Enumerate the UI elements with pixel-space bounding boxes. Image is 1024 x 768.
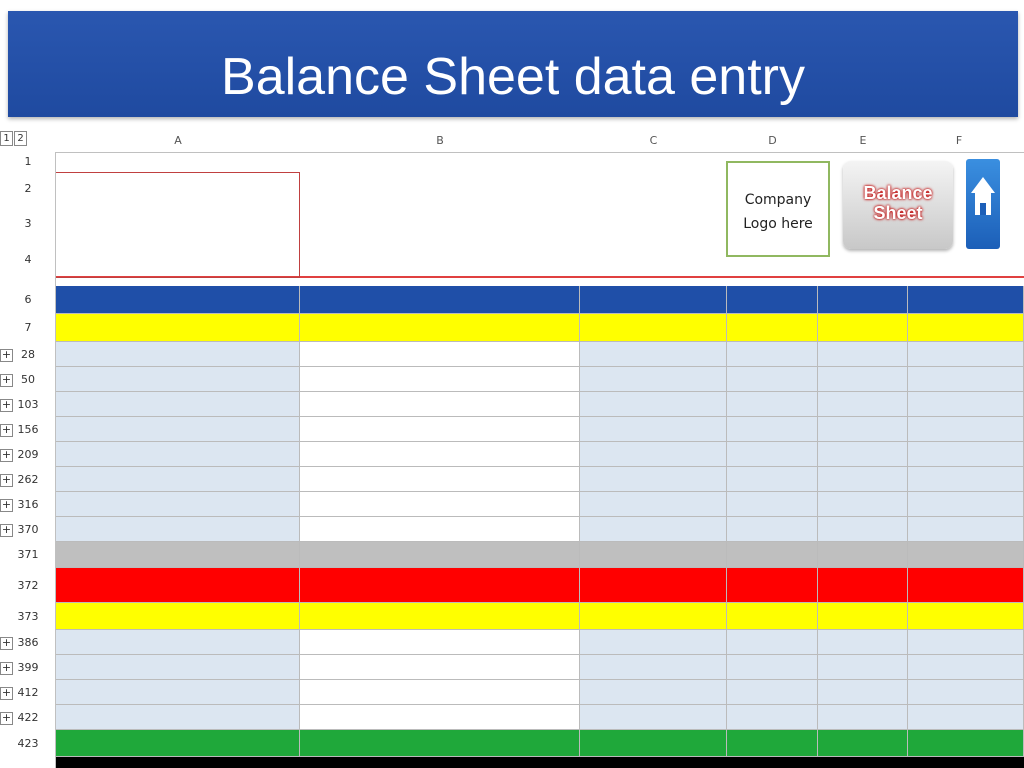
row-header-103[interactable]: 103 — [17, 398, 39, 411]
cell-prior[interactable] — [908, 542, 1024, 568]
cell-sub — [580, 417, 727, 442]
cell-prior[interactable] — [908, 467, 1024, 492]
cell-prior[interactable] — [908, 630, 1024, 655]
expand-row-button[interactable]: + — [1, 711, 12, 724]
cell-english-label — [300, 492, 580, 517]
cell-arabic-label — [56, 286, 300, 314]
cell-english-label — [300, 286, 580, 314]
cell-sub — [580, 603, 727, 630]
row-header-399[interactable]: 399 — [17, 661, 39, 674]
cell-english-label — [300, 568, 580, 603]
cell-actual[interactable] — [818, 367, 908, 392]
cell-arabic-label — [56, 730, 300, 757]
cell-prior[interactable] — [908, 603, 1024, 630]
cell-actual[interactable] — [818, 705, 908, 730]
expand-row-button[interactable]: + — [1, 498, 12, 511]
row-header-4[interactable]: 4 — [24, 253, 32, 266]
cell-prior[interactable] — [908, 568, 1024, 603]
cell-actual[interactable] — [818, 342, 908, 367]
row-header-209[interactable]: 209 — [17, 448, 39, 461]
cell-budget[interactable] — [727, 705, 818, 730]
row-header-386[interactable]: 386 — [17, 636, 39, 649]
header-block-box — [56, 172, 300, 278]
cell-prior[interactable] — [908, 367, 1024, 392]
cell-sub — [580, 655, 727, 680]
cell-actual[interactable] — [818, 542, 908, 568]
row-header-28[interactable]: 28 — [21, 348, 35, 361]
cell-budget[interactable] — [727, 730, 818, 757]
cell-prior[interactable] — [908, 442, 1024, 467]
cell-arabic-label — [56, 417, 300, 442]
cell-prior[interactable] — [908, 705, 1024, 730]
cell-arabic-label — [56, 517, 300, 542]
cell-prior[interactable] — [908, 392, 1024, 417]
expand-row-button[interactable]: + — [1, 348, 12, 361]
cell-arabic-label — [56, 630, 300, 655]
cell-prior[interactable] — [908, 492, 1024, 517]
cell-english-label — [300, 392, 580, 417]
row-header-1[interactable]: 1 — [24, 155, 32, 168]
cell-actual[interactable] — [818, 492, 908, 517]
cell-arabic-label — [56, 342, 300, 367]
cell-arabic-label — [56, 492, 300, 517]
cell-sub — [580, 367, 727, 392]
row-header-370[interactable]: 370 — [17, 523, 39, 536]
row-header-372[interactable]: 372 — [17, 579, 39, 592]
column-header-a[interactable]: A — [174, 134, 182, 147]
cell-english-label — [300, 417, 580, 442]
cell-budget[interactable] — [727, 517, 818, 542]
cell-english-label — [300, 630, 580, 655]
cell-sub — [580, 392, 727, 417]
cell-arabic-label — [56, 392, 300, 417]
cell-actual[interactable] — [818, 655, 908, 680]
cell-english-label — [300, 542, 580, 568]
cell-budget[interactable] — [727, 542, 818, 568]
row-header-316[interactable]: 316 — [17, 498, 39, 511]
row-header-262[interactable]: 262 — [17, 473, 39, 486]
cell-arabic-label — [56, 442, 300, 467]
expand-row-button[interactable]: + — [1, 373, 12, 386]
cell-sub — [580, 342, 727, 367]
cell-actual[interactable] — [818, 392, 908, 417]
cell-budget[interactable] — [727, 417, 818, 442]
expand-row-button[interactable]: + — [1, 473, 12, 486]
cell-prior[interactable] — [908, 314, 1024, 342]
cell-sub — [580, 730, 727, 757]
cell-english-label — [300, 680, 580, 705]
cell-budget[interactable] — [727, 467, 818, 492]
cell-actual[interactable] — [818, 568, 908, 603]
cell-actual[interactable] — [818, 680, 908, 705]
column-header-c[interactable]: C — [649, 134, 658, 147]
cell-english-label — [300, 342, 580, 367]
column-header-f[interactable]: F — [955, 134, 963, 147]
expand-row-button[interactable]: + — [1, 448, 12, 461]
expand-row-button[interactable]: + — [1, 686, 12, 699]
cell-sub — [580, 467, 727, 492]
cell-actual[interactable] — [818, 730, 908, 757]
cell-prior[interactable] — [908, 655, 1024, 680]
cell-arabic-label — [56, 655, 300, 680]
cell-arabic-label — [56, 467, 300, 492]
cell-budget[interactable] — [727, 655, 818, 680]
cell-arabic-label — [56, 603, 300, 630]
row-header-2[interactable]: 2 — [24, 182, 32, 195]
cell-budget[interactable] — [727, 314, 818, 342]
row-header-7[interactable]: 7 — [24, 321, 32, 334]
cell-arabic-label — [56, 680, 300, 705]
cell-english-label — [300, 705, 580, 730]
cell-budget[interactable] — [727, 680, 818, 705]
expand-row-button[interactable]: + — [1, 523, 12, 536]
cell-arabic-label — [56, 568, 300, 603]
column-header-b[interactable]: B — [436, 134, 444, 147]
cell-budget[interactable] — [727, 442, 818, 467]
slide-title-banner — [8, 11, 1018, 117]
column-header-e[interactable]: E — [859, 134, 867, 147]
row-header-3[interactable]: 3 — [24, 217, 32, 230]
slide-title: Balance Sheet data entry — [221, 48, 805, 106]
expand-row-button[interactable]: + — [1, 661, 12, 674]
cell-prior[interactable] — [908, 517, 1024, 542]
cell-budget[interactable] — [727, 286, 818, 314]
expand-row-button[interactable]: + — [1, 636, 12, 649]
balance-sheet-badge — [843, 161, 953, 249]
cell-sub — [580, 314, 727, 342]
cell-sub — [580, 630, 727, 655]
cell-budget[interactable] — [727, 342, 818, 367]
cell-english-label — [300, 442, 580, 467]
badge-line1: Balance — [863, 183, 933, 203]
cell-prior[interactable] — [908, 730, 1024, 757]
row-header-6[interactable]: 6 — [24, 293, 32, 306]
cell-sub — [580, 286, 727, 314]
logo-placeholder-line2: Logo here — [743, 216, 813, 232]
cell-prior[interactable] — [908, 680, 1024, 705]
cell-actual[interactable] — [818, 517, 908, 542]
cell-english-label — [300, 603, 580, 630]
cell-budget[interactable] — [727, 492, 818, 517]
badge-line2: Sheet — [873, 203, 923, 223]
spreadsheet — [0, 126, 1024, 768]
column-header-border — [56, 152, 1024, 153]
cell-prior[interactable] — [908, 417, 1024, 442]
cell-english-label — [300, 467, 580, 492]
expand-row-button[interactable]: + — [1, 423, 12, 436]
cell-budget[interactable] — [727, 392, 818, 417]
cell-actual[interactable] — [818, 442, 908, 467]
outline-level-1-button[interactable]: 1 — [0, 131, 13, 146]
cell-prior[interactable] — [908, 286, 1024, 314]
cell-arabic-label — [56, 314, 300, 342]
cell-english-label — [300, 730, 580, 757]
cell-actual[interactable] — [818, 286, 908, 314]
cell-budget[interactable] — [727, 568, 818, 603]
cell-sub — [580, 492, 727, 517]
row-header-422[interactable]: 422 — [17, 711, 39, 724]
cell-sub — [580, 705, 727, 730]
cell-actual[interactable] — [818, 467, 908, 492]
cell-budget[interactable] — [727, 603, 818, 630]
cell-english-label — [300, 367, 580, 392]
cell-actual[interactable] — [818, 417, 908, 442]
logo-placeholder-line1: Company — [744, 192, 812, 208]
cell-arabic-label — [56, 542, 300, 568]
row-header-50[interactable]: 50 — [21, 373, 35, 386]
cell-english-label — [300, 314, 580, 342]
cell-english-label — [300, 655, 580, 680]
cell-prior[interactable] — [908, 342, 1024, 367]
cell-budget[interactable] — [727, 630, 818, 655]
company-logo-placeholder — [726, 161, 830, 257]
outline-level-2-button[interactable]: 2 — [14, 131, 27, 146]
bottom-strip — [56, 757, 1024, 768]
cell-sub — [580, 442, 727, 467]
row-header-371[interactable]: 371 — [17, 548, 39, 561]
cell-english-label — [300, 517, 580, 542]
row-header-156[interactable]: 156 — [17, 423, 39, 436]
cell-arabic-label — [56, 705, 300, 730]
cell-sub — [580, 542, 727, 568]
row-header-423[interactable]: 423 — [17, 737, 39, 750]
expand-row-button[interactable]: + — [1, 398, 12, 411]
row-header-373[interactable]: 373 — [17, 610, 39, 623]
cell-sub — [580, 517, 727, 542]
home-icon[interactable] — [966, 159, 1000, 249]
column-header-d[interactable]: D — [768, 134, 777, 147]
row-header-412[interactable]: 412 — [17, 686, 39, 699]
cell-arabic-label — [56, 367, 300, 392]
cell-budget[interactable] — [727, 367, 818, 392]
cell-actual[interactable] — [818, 314, 908, 342]
cell-sub — [580, 680, 727, 705]
cell-actual[interactable] — [818, 630, 908, 655]
cell-sub — [580, 568, 727, 603]
cell-actual[interactable] — [818, 603, 908, 630]
